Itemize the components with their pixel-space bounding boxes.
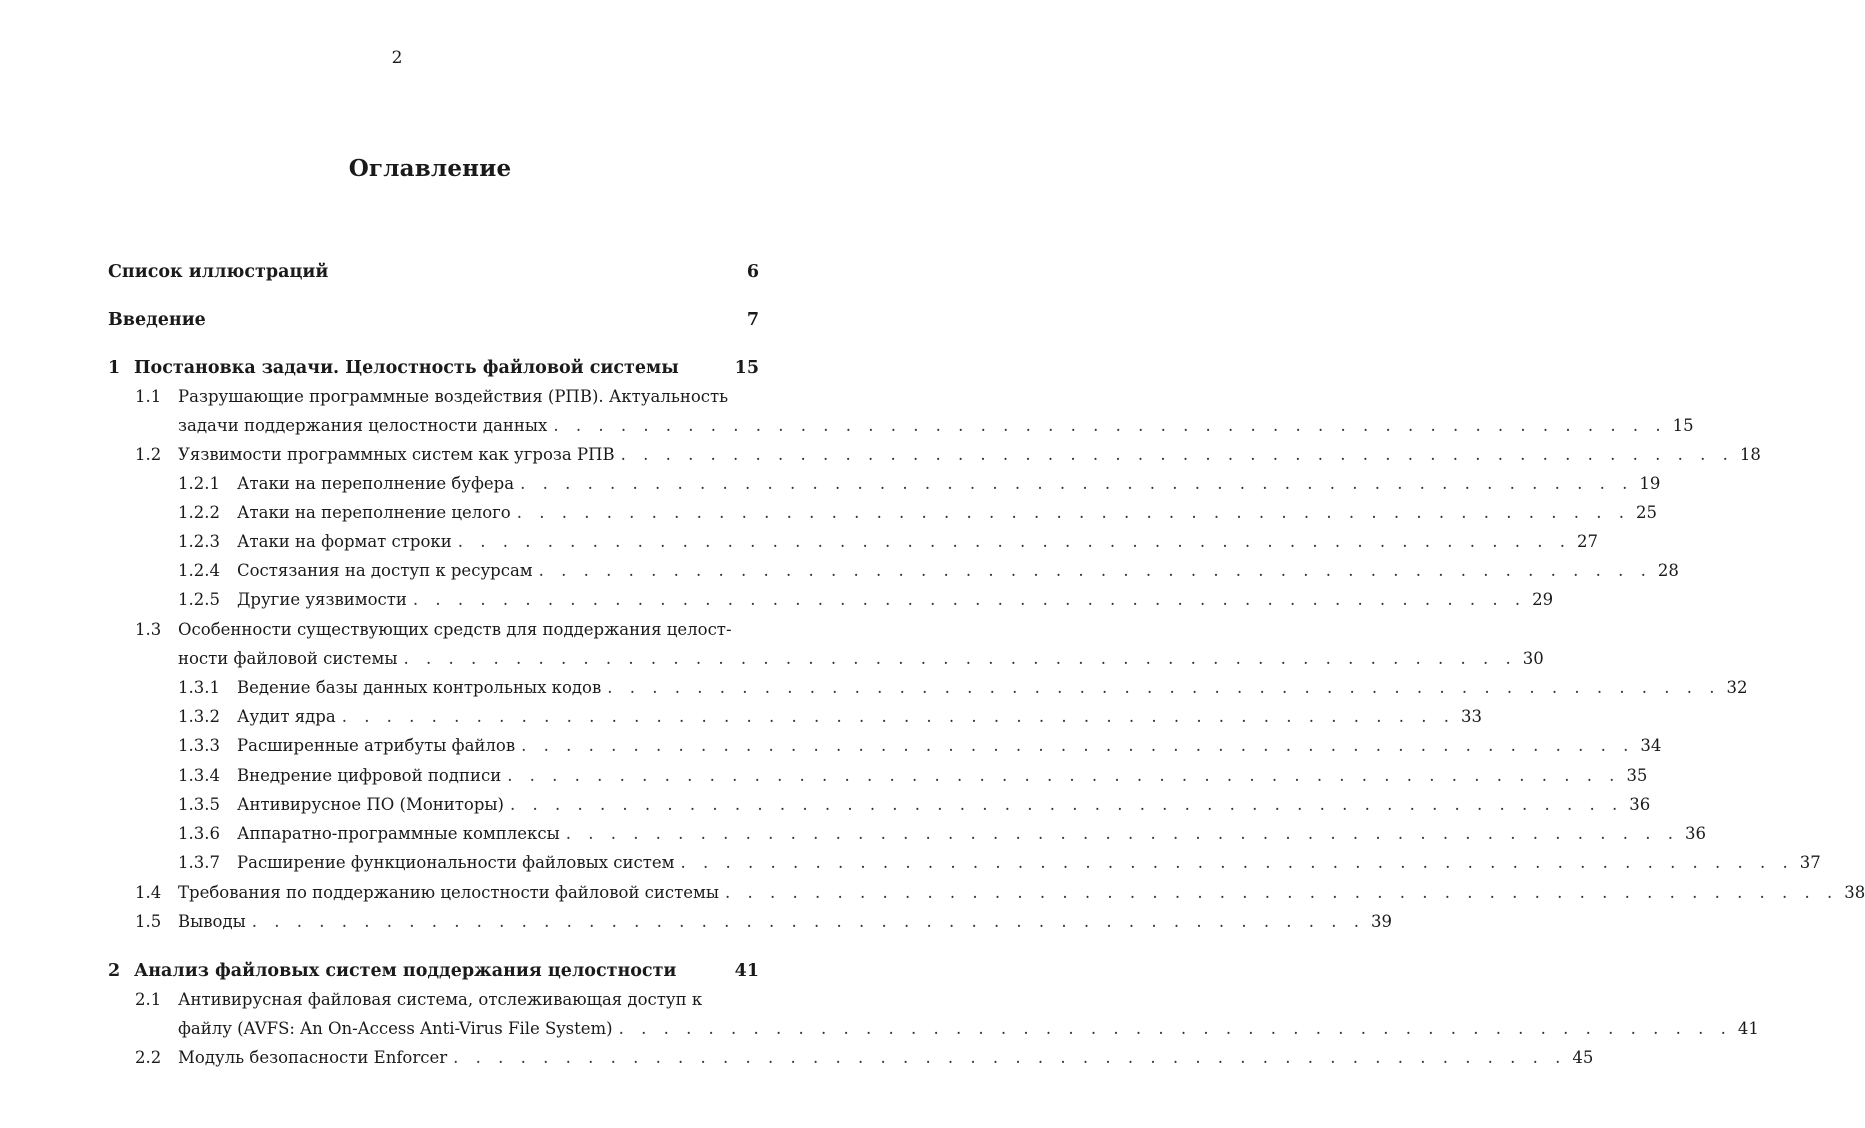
toc-entry-1-3-3[interactable] [0,732,1662,760]
toc-entry-text: задачи поддержания целостности данных [178,416,548,435]
toc-entry-text: Внедрение цифровой подписи [237,766,502,785]
toc-entry-text: Анализ файловых систем поддержания целостности [134,961,677,981]
toc-entry-number: 1.2.2 [178,503,220,522]
dot-leader: . . . . . . . . . . . . . . . . . . . . . . . . . . . . . . . . . . . . . . . . . . . . . . . . . . [538,561,1652,580]
toc-entry-text: Выводы [178,912,246,931]
toc-entry-1-2-4[interactable] [0,557,1679,585]
toc-entry-page: 45 [1572,1048,1594,1067]
toc-entry-number: 1.1 [135,387,162,406]
toc-entry-page: 37 [1799,853,1821,872]
page-number: 2 [391,48,403,68]
dot-leader: . . . . . . . . . . . . . . . . . . . . . . . . . . . . . . . . . . . . . . . . . . . . . . . . . . [509,795,1624,814]
toc-entry-page: 38 [1844,883,1865,902]
toc-entry-number: 2 [108,961,121,981]
toc-entry-number: 2.2 [135,1048,162,1067]
toc-entry-number: 1.2.3 [178,532,220,551]
dot-leader: . . . . . . . . . . . . . . . . . . . . . . . . . . . . . . . . . . . . . . . . . . . . . . . . . . [403,649,1517,668]
toc-entry-1-2-2[interactable] [0,499,1657,527]
toc-entry-page: 41 [1737,1019,1759,1038]
dot-leader: . . . . . . . . . . . . . . . . . . . . . . . . . . . . . . . . . . . . . . . . . . . . . . . . . . [516,503,1630,522]
toc-entry-text: файлу (AVFS: An On-Access Anti-Virus File System) [178,1019,613,1038]
dot-leader: . . . . . . . . . . . . . . . . . . . . . . . . . . . . . . . . . . . . . . . . . . . . . . . . . . [457,532,1571,551]
toc-entry-text: Ведение базы данных контрольных кодов [237,678,602,697]
toc-entry-page: 35 [1626,766,1648,785]
toc-entry-page: 18 [1739,445,1761,464]
toc-entry-1-3-1[interactable] [0,674,1748,702]
toc-entry-text: Атаки на переполнение буфера [237,474,515,493]
toc-entry-text: Расширенные атрибуты файлов [237,736,516,755]
toc-entry-2-2[interactable] [0,1044,1594,1072]
dot-leader: . . . . . . . . . . . . . . . . . . . . . . . . . . . . . . . . . . . . . . . . . . . . . . . . . . [607,678,1721,697]
toc-entry-number: 1.2.5 [178,590,220,609]
toc-entry-1-1[interactable] [0,383,794,411]
toc-entry-page: 33 [1460,707,1482,726]
toc-entry-page: 34 [1640,736,1662,755]
toc-entry-1-5[interactable] [0,908,1393,936]
toc-entry-number: 1.2 [135,445,162,464]
toc-entry-text: Состязания на доступ к ресурсам [237,561,533,580]
toc-entry-1-1-continued[interactable] [0,412,1694,440]
dot-leader: . . . . . . . . . . . . . . . . . . . . . . . . . . . . . . . . . . . . . . . . . . . . . . . . . . [680,853,1794,872]
toc-entry-text: Атаки на формат строки [237,532,452,551]
toc-entry-1-3-6[interactable] [0,820,1706,848]
toc-title: Оглавление [348,155,512,182]
toc-entry-number: 2.1 [135,990,162,1009]
toc-entry-text: Другие уязвимости [237,590,407,609]
toc-entry-page: 29 [1532,590,1554,609]
dot-leader: . . . . . . . . . . . . . . . . . . . . . . . . . . . . . . . . . . . . . . . . . . . . . . . . . . [453,1048,1567,1067]
dot-leader: . . . . . . . . . . . . . . . . . . . . . . . . . . . . . . . . . . . . . . . . . . . . . . . . . . [412,590,1527,609]
toc-entry-text: Введение [108,310,206,330]
toc-entry-text: Особенности существующих средств для поддержания целост- [178,620,732,639]
toc-entry-number: 1 [108,358,121,378]
toc-entry-1-3-2[interactable] [0,703,1482,731]
toc-entry-number: 1.4 [135,883,162,902]
toc-entry-number: 1.3.5 [178,795,220,814]
toc-entry-1-3-4[interactable] [0,762,1648,790]
toc-entry-number: 1.3 [135,620,162,639]
toc-entry-page: 6 [746,262,759,282]
toc-entry-page: 28 [1657,561,1679,580]
toc-entry-number: 1.2.4 [178,561,220,580]
dot-leader: . . . . . . . . . . . . . . . . . . . . . . . . . . . . . . . . . . . . . . . . . . . . . . . . . . [618,1019,1732,1038]
toc-entry-1-3-7[interactable] [0,849,1821,877]
toc-entry-number: 1.2.1 [178,474,220,493]
toc-entry-1-2-3[interactable] [0,528,1598,556]
toc-entry-page: 36 [1684,824,1706,843]
toc-entry-text: Аппаратно-программные комплексы [237,824,560,843]
toc-entry-text: Модуль безопасности Enforcer [178,1048,448,1067]
toc-entry-text: Расширение функциональности файловых систем [237,853,675,872]
dot-leader: . . . . . . . . . . . . . . . . . . . . . . . . . . . . . . . . . . . . . . . . . . . . . . . . . . [553,416,1667,435]
toc-entry-page: 15 [734,358,759,378]
toc-entry-page: 41 [734,961,759,981]
toc-entry-introduction[interactable] [0,306,794,334]
toc-entry-number: 1.3.7 [178,853,220,872]
toc-entry-text: Разрушающие программные воздействия (РПВ). Актуальность [178,387,729,406]
toc-entry-chapter-2[interactable] [0,957,794,985]
dot-leader: . . . . . . . . . . . . . . . . . . . . . . . . . . . . . . . . . . . . . . . . . . . . . . . . . . [521,736,1635,755]
toc-entry-2-1-continued[interactable] [0,1015,1759,1043]
toc-entry-number: 1.3.2 [178,707,220,726]
toc-entry-1-2[interactable] [0,441,1761,469]
toc-entry-number: 1.5 [135,912,162,931]
dot-leader: . . . . . . . . . . . . . . . . . . . . . . . . . . . . . . . . . . . . . . . . . . . . . . . . . . [565,824,1679,843]
toc-entry-text: Список иллюстраций [108,262,329,282]
toc-entry-number: 1.3.4 [178,766,220,785]
toc-entry-text: Антивирусное ПО (Мониторы) [237,795,504,814]
dot-leader: . . . . . . . . . . . . . . . . . . . . . . . . . . . . . . . . . . . . . . . . . . . . . . . . . . [520,474,1634,493]
toc-entry-page: 39 [1371,912,1393,931]
toc-entry-page: 32 [1726,678,1748,697]
dot-leader: . . . . . . . . . . . . . . . . . . . . . . . . . . . . . . . . . . . . . . . . . . . . . . . . . . [251,912,1366,931]
toc-entry-1-4[interactable] [0,879,1865,907]
toc-entry-page: 25 [1635,503,1657,522]
toc-entry-1-3-5[interactable] [0,791,1651,819]
toc-entry-number: 1.3.1 [178,678,220,697]
toc-entry-text: Постановка задачи. Целостность файловой системы [134,358,679,378]
dot-leader: . . . . . . . . . . . . . . . . . . . . . . . . . . . . . . . . . . . . . . . . . . . . . . . . . . [620,445,1734,464]
toc-entry-list-of-figures[interactable] [0,258,794,286]
toc-entry-1-3-continued[interactable] [0,645,1544,673]
toc-entry-text: Атаки на переполнение целого [237,503,511,522]
dot-leader: . . . . . . . . . . . . . . . . . . . . . . . . . . . . . . . . . . . . . . . . . . . . . . . . . . [507,766,1621,785]
toc-entry-text: Уязвимости программных систем как угроза РПВ [178,445,615,464]
toc-entry-number: 1.3.3 [178,736,220,755]
dot-leader: . . . . . . . . . . . . . . . . . . . . . . . . . . . . . . . . . . . . . . . . . . . . . . . . . . [341,707,1455,726]
toc-entry-text: ности файловой системы [178,649,398,668]
toc-entry-page: 7 [746,310,759,330]
toc-entry-page: 36 [1629,795,1651,814]
toc-entry-1-2-5[interactable] [0,586,1554,614]
toc-entry-1-3[interactable] [0,616,794,644]
toc-entry-text: Антивирусная файловая система, отслеживающая доступ к [178,990,703,1009]
toc-entry-number: 1.3.6 [178,824,220,843]
toc-entry-text: Требования по поддержанию целостности файловой системы [178,883,720,902]
toc-entry-page: 27 [1576,532,1598,551]
toc-entry-text: Аудит ядра [237,707,336,726]
toc-entry-page: 19 [1639,474,1661,493]
toc-entry-1-2-1[interactable] [0,470,1661,498]
toc-entry-page: 15 [1672,416,1694,435]
dot-leader: . . . . . . . . . . . . . . . . . . . . . . . . . . . . . . . . . . . . . . . . . . . . . . . . . . [725,883,1839,902]
toc-entry-page: 30 [1522,649,1544,668]
toc-entry-chapter-1[interactable] [0,354,794,382]
toc-entry-2-1[interactable] [0,986,794,1014]
